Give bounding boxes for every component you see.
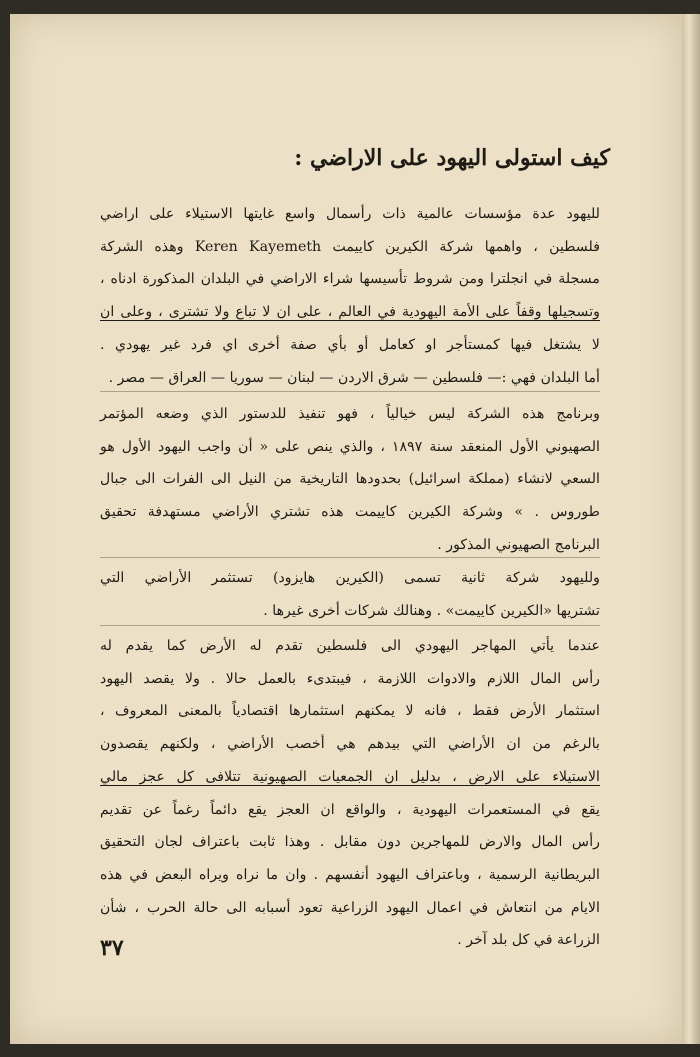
text-line: الايام من انتعاش في اعمال اليهود الزراعية تعود أسبابه الى حالة الحرب ، شأن — [100, 899, 600, 916]
text-line: أما البلدان فهي :— فلسطين — شرق الاردن — لبنان — سوريا — العراق — مصر . — [108, 369, 600, 386]
paragraph-4 — [100, 630, 600, 957]
text-line: الصهيوني الأول المنعقد سنة ١٨٩٧ ، والذي ينص على « أن واجب اليهود الأول هو — [100, 438, 601, 455]
text-line: السعي لانشاء (مملكة اسرائيل) بحدودها التاريخية من النيل الى الفرات الى جبال — [100, 471, 600, 488]
section-heading: كيف استولى اليهود على الاراضي : — [294, 145, 610, 171]
page-edge — [682, 14, 700, 1044]
text-line: لليهود عدة مؤسسات عالمية ذات رأسمال واسع غايتها الاستيلاء على اراضي — [100, 206, 600, 222]
text-line: مسجلة في انجلترا ومن شروط تأسيسها شراء الاراضي في البلدان المذكورة ادناه ، — [100, 271, 600, 288]
text-line: رأس المال اللازم والادوات اللازمة ، فيبتدىء بالعمل حالا . ولا يقصد اليهود — [100, 670, 600, 687]
text-line: لا يشتغل فيها كمستأجر او كعامل أو بأي صفة أخرى اي فرد غير يهودي . — [100, 336, 600, 353]
text-line: ولليهود شركة ثانية تسمى (الكيرين هايزود) تستثمر الأراضي التي — [100, 570, 600, 586]
text-line: بالرغم من ان الأراضي التي بيدهم هي أخصب الأراضي ، ولكنهم يقصدون — [100, 736, 600, 753]
text-line: يقع في المستعمرات اليهودية ، والواقع ان العجز يقع دائماً رغماً عن تقديم — [100, 801, 600, 818]
text-line: رأس المال والارض للمهاجرين دون مقابل . وهذا ثابت باعتراف لجان التحقيق — [100, 834, 600, 851]
text-line: الزراعة في كل بلد آخر . — [457, 932, 600, 949]
paragraph-2 — [100, 398, 600, 562]
text-line: البرنامج الصهيوني المذكور . — [437, 536, 600, 553]
text-line: عندما يأتي المهاجر اليهودي الى فلسطين تقدم له الأرض كما يقدم له — [100, 638, 600, 654]
text-line: طوروس . » وشركة الكيرين كاييمت هذه تشتري الأراضي مستهدفة تحقيق — [100, 504, 600, 521]
text-line: استثمار الأرض فقط ، فانه لا يمكنهم استثمارها اقتصادياً بالمعنى المعروف ، — [100, 703, 600, 720]
text-line: تشتريها «الكيرين كاييمت» . وهنالك شركات أخرى غيرها . — [263, 602, 600, 619]
text-line: فلسطين ، واهمها شركة الكيرين كاييمت Keren Kayemeth وهذه الشركة — [100, 238, 600, 255]
paragraph-3 — [100, 562, 600, 627]
text-line: الاستيلاء على الارض ، بدليل ان الجمعيات الصهيونية تتلافى كل عجز مالي — [100, 768, 600, 785]
divider — [100, 557, 600, 558]
text-line: وبرنامج هذه الشركة ليس خيالياً ، فهو تنفيذ للدستور الذي وضعه المؤتمر — [100, 406, 600, 422]
paragraph-1 — [100, 198, 600, 394]
divider — [100, 391, 600, 392]
text-line: البريطانية الرسمية ، وباعتراف اليهود أنفسهم . وان ما نراه ويراه البعض في هذه — [100, 866, 600, 883]
divider — [100, 625, 600, 626]
page-number: ٣٧ — [100, 935, 124, 961]
text-line: وتسجيلها وقفاً على الأمة اليهودية في العالم ، على ان لا تباع ولا تشترى ، وعلى ان — [100, 304, 600, 321]
